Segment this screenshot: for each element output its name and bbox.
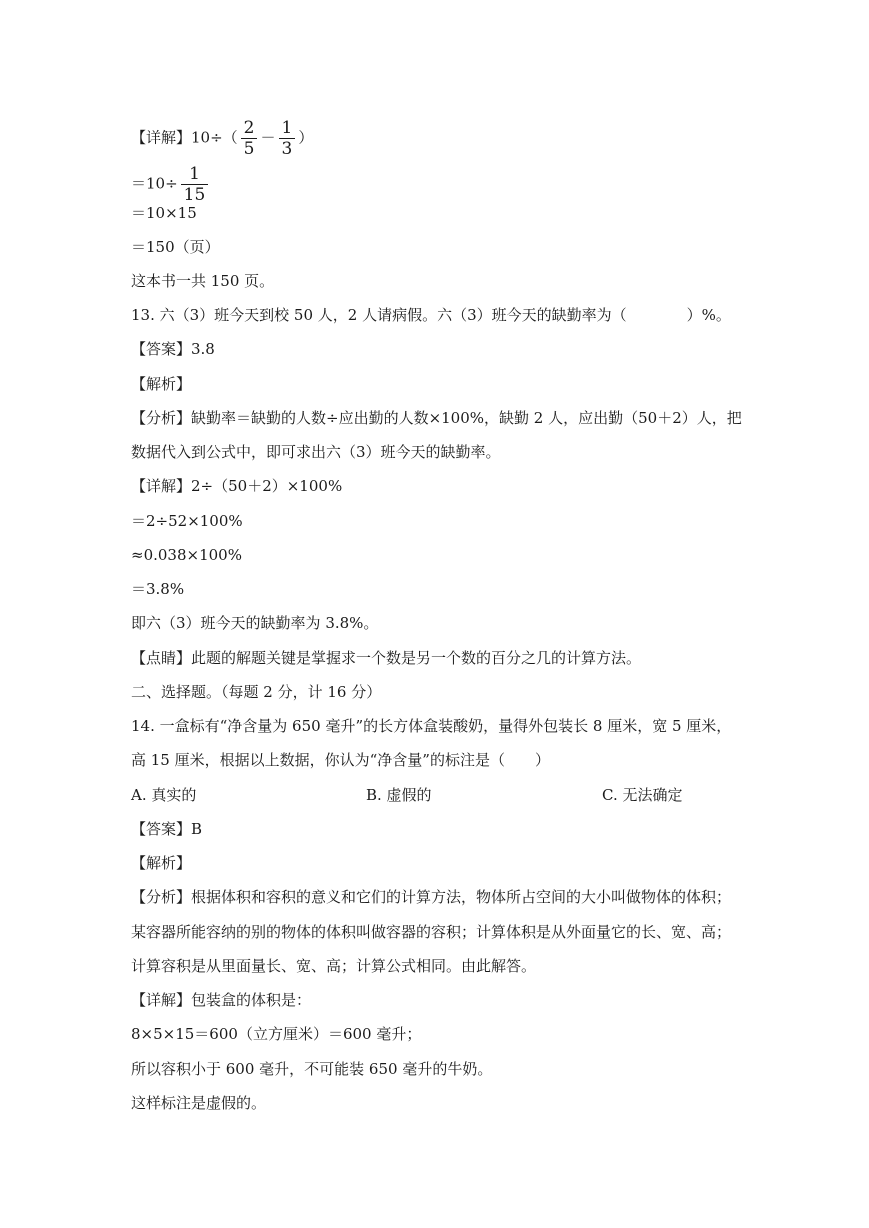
- analysis-line: 【分析】缺勤率＝缺勤的人数÷应出勤的人数×100%，缺勤 2 人，应出勤（50＋2）人，把: [131, 409, 742, 427]
- step-line-fraction: [131, 164, 211, 205]
- step-line: ＝2÷52×100%: [131, 512, 243, 530]
- analysis-line: 计算容积是从里面量长、宽、高；计算公式相同。由此解答。: [131, 957, 537, 975]
- detail-line: 【详解】包装盒的体积是：: [131, 991, 312, 1009]
- question-14-continued: 高 15 厘米，根据以上数据，你认为“净含量”的标注是（ ）: [131, 751, 550, 769]
- detail-line-fraction-expression: [131, 118, 313, 159]
- section-heading: 二、选择题。（每题 2 分，计 16 分）: [131, 683, 382, 701]
- choice-options: [131, 785, 731, 805]
- analysis-line: 【分析】根据体积和容积的意义和它们的计算方法，物体所占空间的大小叫做物体的体积；: [131, 888, 732, 906]
- conclusion-line: 这本书一共 150 页。: [131, 272, 275, 290]
- answer-line: 【答案】B: [131, 820, 203, 838]
- step-line: ≈0.038×100%: [131, 546, 242, 564]
- expression-suffix: ）: [298, 128, 314, 147]
- minus-operator: －: [260, 128, 276, 147]
- step-line: 所以容积小于 600 毫升，不可能装 650 毫升的牛奶。: [131, 1060, 493, 1078]
- fraction-numerator: 1: [279, 118, 296, 139]
- question-13: 13. 六（3）班今天到校 50 人，2 人请病假。六（3）班今天的缺勤率为（ ）%。: [131, 306, 731, 324]
- analysis-heading: 【解析】: [131, 854, 192, 872]
- fraction-two-fifths: [241, 118, 258, 159]
- fraction-one-fifteenth: [181, 164, 209, 205]
- fraction-one-third: [279, 118, 296, 159]
- expression-prefix: 【详解】10÷（: [131, 128, 238, 147]
- comment-line: 【点睛】此题的解题关键是掌握求一个数是另一个数的百分之几的计算方法。: [131, 649, 642, 667]
- question-14: 14. 一盒标有“净含量为 650 毫升”的长方体盒装酸奶，量得外包装长 8 厘米，宽 5 厘米，: [131, 717, 732, 735]
- detail-line: 【详解】2÷（50＋2）×100%: [131, 477, 343, 495]
- fraction-denominator: 15: [183, 185, 206, 205]
- step-line: 8×5×15＝600（立方厘米）＝600 毫升；: [131, 1025, 422, 1043]
- step-line: ＝3.8%: [131, 580, 185, 598]
- option-c: C. 无法确定: [602, 786, 683, 804]
- analysis-heading: 【解析】: [131, 375, 192, 393]
- fraction-numerator: 2: [241, 118, 258, 139]
- option-a: A. 真实的: [131, 786, 197, 804]
- fraction-denominator: 3: [281, 139, 293, 159]
- analysis-line: 某容器所能容纳的别的物体的体积叫做容器的容积；计算体积是从外面量它的长、宽、高；: [131, 923, 732, 941]
- step-line: ＝10×15: [131, 204, 197, 222]
- conclusion-line: 这样标注是虚假的。: [131, 1094, 267, 1112]
- step-line: ＝150（页）: [131, 238, 220, 256]
- analysis-line: 数据代入到公式中，即可求出六（3）班今天的缺勤率。: [131, 443, 501, 461]
- conclusion-line: 即六（3）班今天的缺勤率为 3.8%。: [131, 614, 379, 632]
- fraction-denominator: 5: [243, 139, 255, 159]
- option-b: B. 虚假的: [366, 786, 432, 804]
- fraction-numerator: 1: [181, 164, 209, 185]
- answer-line: 【答案】3.8: [131, 340, 215, 358]
- step-prefix: ＝10÷: [131, 174, 178, 193]
